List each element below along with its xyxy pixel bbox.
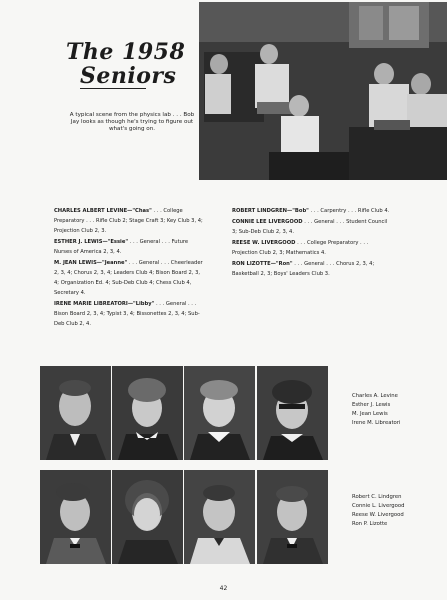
senior-activities: . . . General . . . Chorus 2, 3, 4; Basketball 2, 3; Boys' Leaders Club 3. xyxy=(232,261,375,277)
senior-name: CHARLES ALBERT LEVINE— xyxy=(54,208,133,214)
senior-name: IRENE MARIE LIBREATORI— xyxy=(54,301,134,307)
senior-activities: . . . College Preparatory . . . Projection Club 2, 3; Mathematics 4. xyxy=(232,240,369,256)
portrait-photo xyxy=(112,366,183,460)
senior-activities: . . . General . . . Cheerleader 2, 3, 4; Chorus 2, 3, 4; Leaders Club 4; Bison Board 2, 3, 4; Organization Ed. 4; Sub-Deb Club 4; Chess Club 4, Secretary 4. xyxy=(54,260,203,296)
senior-nickname: "Essie" xyxy=(107,239,129,245)
senior-nickname: "Bob" xyxy=(292,208,309,214)
portrait-name: Reese W. Livergood xyxy=(352,512,404,518)
senior-name: M. JEAN LEWIS— xyxy=(54,260,102,266)
senior-activities: . . . Carpentry . . . Rifle Club 4. xyxy=(308,208,390,214)
senior-entry xyxy=(54,206,204,236)
portrait-photo xyxy=(40,366,111,460)
title-line-1: The 1958 xyxy=(66,39,186,65)
senior-entries-right xyxy=(232,206,392,280)
senior-name: RON LIZOTTE— xyxy=(232,261,276,267)
portrait-name: M. Jean Lewis xyxy=(352,411,388,417)
senior-entry xyxy=(54,258,204,298)
page-title xyxy=(66,40,206,88)
physics-lab-photo xyxy=(199,2,447,180)
senior-nickname: "Libby" xyxy=(133,301,155,307)
portrait-name: Ron P. Lizotte xyxy=(352,521,388,527)
senior-name: ESTHER J. LEWIS— xyxy=(54,239,108,245)
senior-nickname: "Chas" xyxy=(132,208,152,214)
senior-entry xyxy=(232,217,392,237)
portrait-photo xyxy=(184,470,255,564)
portrait-photo xyxy=(184,366,255,460)
portrait-name: Esther J. Lewis xyxy=(352,402,391,408)
senior-entry xyxy=(232,206,392,216)
senior-name: ROBERT LINDGREN— xyxy=(232,208,293,214)
portrait-photo xyxy=(257,366,328,460)
senior-entry xyxy=(232,238,392,258)
senior-activities: . . . General . . . Future Nurses of America 2, 3, 4. xyxy=(54,239,189,255)
photo-caption: A typical scene from the physics lab . . . Bob Jay looks as though he's trying to figure out what's going on. xyxy=(69,112,195,133)
senior-activities: . . . College Preparatory . . . Rifle Club 2; Stage Craft 3; Key Club 3, 4; Projection Club 2, 3. xyxy=(54,208,203,234)
senior-entry xyxy=(232,259,392,279)
page-number: 42 xyxy=(219,585,228,592)
senior-entries-left xyxy=(54,206,204,330)
portrait-photo xyxy=(40,470,111,564)
portrait-name: Robert C. Lindgren xyxy=(352,494,402,500)
portrait-name: Connie L. Livergood xyxy=(352,503,405,509)
senior-entry xyxy=(54,299,204,329)
portrait-names-row-1 xyxy=(352,392,400,428)
title-underline xyxy=(80,88,146,89)
senior-nickname: "Jeanne" xyxy=(102,260,128,266)
senior-name: REESE W. LIVERGOOD xyxy=(232,240,296,246)
portrait-photo xyxy=(112,470,183,564)
senior-activities: . . . General . . . Student Council 3; Sub-Deb Club 2, 3, 4. xyxy=(232,219,388,235)
portrait-photo xyxy=(257,470,328,564)
title-line-2: Seniors xyxy=(80,63,177,89)
senior-name: CONNIE LEE LIVERGOOD xyxy=(232,219,303,225)
senior-entry xyxy=(54,237,204,257)
portrait-names-row-2 xyxy=(352,493,405,529)
portrait-name: Irene M. Libreatori xyxy=(352,420,401,426)
senior-nickname: "Ron" xyxy=(275,261,293,267)
senior-activities: . . . General . . . Bison Board 2, 3, 4; Typist 3, 4; Bissonettes 2, 3, 4; Sub-Deb Club 2, 4. xyxy=(54,301,200,327)
portrait-name: Charles A. Levine xyxy=(352,393,398,399)
